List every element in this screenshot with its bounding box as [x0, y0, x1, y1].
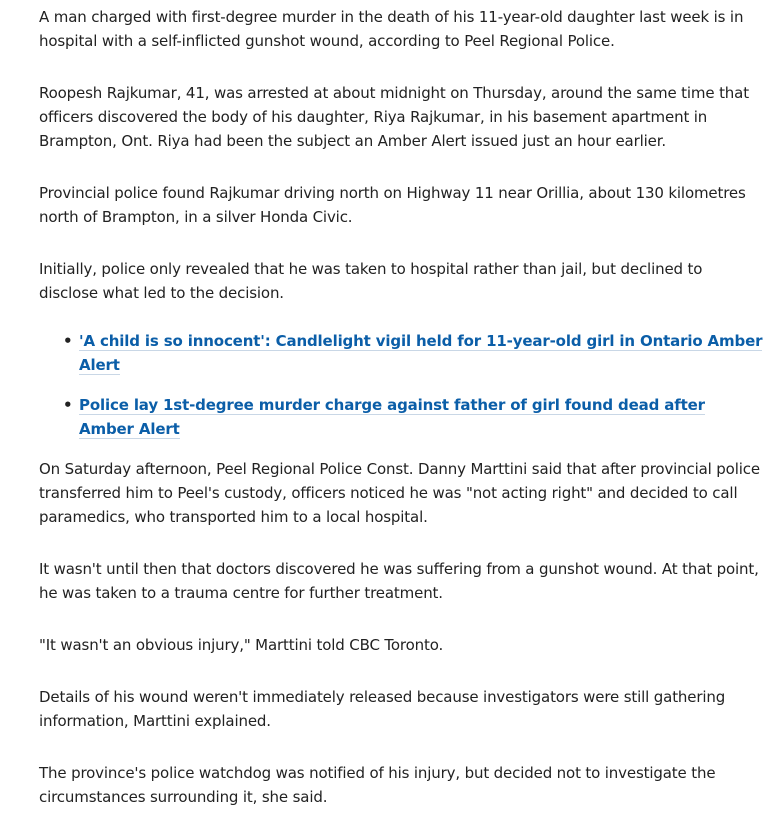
related-link-item	[63, 393, 764, 441]
related-link-item	[63, 329, 764, 377]
article-paragraph-3: Provincial police found Rajkumar driving north on Highway 11 near Orillia, about 130 kilometres north of Brampton, in a silver Honda Civic.	[39, 184, 746, 226]
article-paragraph-6: It wasn't until then that doctors discovered he was suffering from a gunshot wound. At that point, he was taken to a trauma centre for further treatment.	[39, 560, 759, 602]
article-paragraph-4: Initially, police only revealed that he was taken to hospital rather than jail, but declined to disclose what led to the decision.	[39, 260, 703, 302]
article-paragraph-5: On Saturday afternoon, Peel Regional Police Const. Danny Marttini said that after provincial police transferred him to Peel's custody, officers noticed he was "not acting right" and decided to call paramedics, who transported him to a local hospital.	[39, 460, 760, 526]
related-link-vigil[interactable]: 'A child is so innocent': Candlelight vigil held for 11-year-old girl in Ontario Amber Alert	[79, 332, 763, 374]
bullet-icon: •	[63, 332, 73, 350]
article-paragraph-8: Details of his wound weren't immediately released because investigators were still gathering information, Marttini explained.	[39, 688, 726, 730]
related-links-list	[39, 329, 764, 441]
article-body	[39, 5, 764, 837]
article-paragraph-2: Roopesh Rajkumar, 41, was arrested at about midnight on Thursday, around the same time that officers discovered the body of his daughter, Riya Rajkumar, in his basement apartment in Brampton, Ont. Riya had been the subject an Amber Alert issued just an hour earlier.	[39, 84, 749, 150]
bullet-icon: •	[63, 396, 73, 414]
article-paragraph-9: The province's police watchdog was notified of his injury, but decided not to investigate the circumstances surrounding it, she said.	[39, 764, 716, 806]
related-link-murder-charge[interactable]: Police lay 1st-degree murder charge against father of girl found dead after Amber Alert	[79, 396, 705, 438]
article-paragraph-1: A man charged with first-degree murder in the death of his 11-year-old daughter last week is in hospital with a self-inflicted gunshot wound, according to Peel Regional Police.	[39, 8, 744, 50]
article-paragraph-7: "It wasn't an obvious injury," Marttini told CBC Toronto.	[39, 636, 444, 654]
